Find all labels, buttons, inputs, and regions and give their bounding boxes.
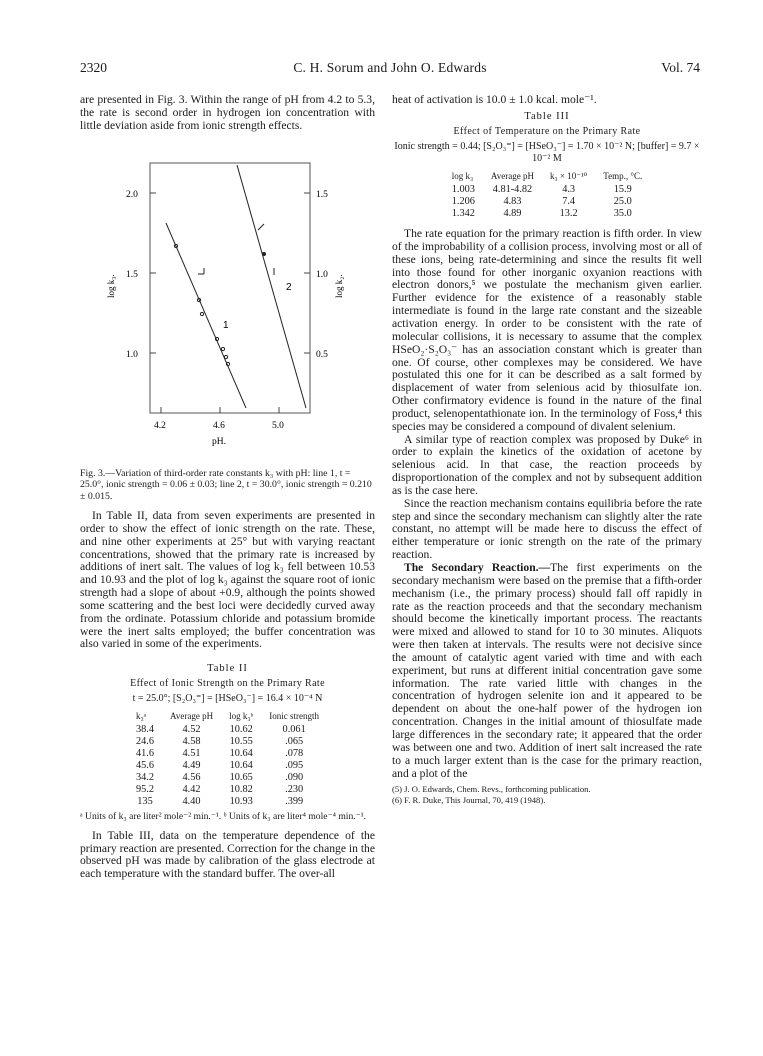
secondary-reaction-text: The first experiments on the secondary mechanism were based on the premise that a fifth-order mechanism (i.e., the primary process) should fall off rapidly in rate as the reaction proceeds and that the secondary mechanism should become the kinetically important process. The reactants were mixed and allowed to stand for 10 to 30 minutes. Aliquots were then taken at intervals. The results were not decisive since the amount of catalytic agent varied with time and with each experiment, but runs at different initial concentration gave some information. The rate varied little with changes in the concentration of hydrogen selenite ion and it appeared to be dependent on about the one-half power of the hydrogen ion concentration. Changes in the initial amount of thiosulfate made large differences in the secondary rate; it appeared that the order was between one and two. Addition of inert salt increased the rate to a much larger extent than is the case for the primary reaction, and a plot of the: [392, 561, 703, 780]
table-row: 41.6 4.51 10.64 .078: [135, 747, 304, 759]
table-header: k₃ × 10⁻¹⁰: [549, 171, 588, 182]
table-2-conditions: t = 25.0°; [S₂O₃⁼] = [HSeO₃⁻] = 16.4 × 10⁻⁴ N: [132, 693, 323, 704]
table-3-conditions: Ionic strength = 0.44; [S₂O₃⁼] = [HSeO₃⁻] = 1.70 × 10⁻² N; [buffer] = 9.7 × 10⁻² M: [394, 140, 700, 165]
reference-5: (5) J. O. Edwards, Chem. Revs., forthcoming publication.: [392, 784, 591, 795]
left-column: [80, 94, 375, 881]
right-tick-label: 1.5: [316, 189, 328, 200]
table-header: Ionic strength: [269, 710, 320, 721]
right-column: [392, 94, 702, 805]
table-header: log k₃: [451, 171, 474, 182]
references: [392, 784, 702, 805]
x-tick-label: 4.2: [154, 420, 166, 431]
data-point: [262, 252, 266, 256]
series-line-1: [166, 223, 246, 408]
header-authors: C. H. Sorum and John O. Edwards: [293, 60, 487, 75]
series-line-2: [237, 165, 306, 408]
right-tick-label: 0.5: [316, 349, 328, 360]
data-point: [200, 312, 203, 315]
table-row: 45.6 4.49 10.64 .095: [135, 759, 304, 771]
data-point: [226, 362, 229, 365]
table-row: 1.206 4.83 7.4 25.0: [451, 196, 632, 208]
table-header: k₃ᵃ: [135, 710, 147, 721]
right-paragraph-2: A similar type of reaction complex was proposed by Duke⁶ in order to explain the kinetics of the oxidation of acetone by selenious acid. In that case, the reaction proceeds by disproportionation of the complex and not by subsequent addition as is the case here.: [392, 432, 702, 497]
section-heading: The Secondary Reaction.—: [404, 561, 551, 574]
table-2-footnote: ᵃ Units of k₃ are liter² mole⁻² min.⁻¹. ᵇ Units of k₃ are liter⁴ mole⁻⁴ min.⁻¹.: [80, 810, 366, 822]
table-row: 34.2 4.56 10.65 .090: [135, 771, 304, 783]
data-point: [221, 347, 224, 350]
table-row: 135 4.40 10.93 .399: [137, 795, 304, 807]
x-tick-label: 4.6: [213, 420, 225, 431]
table-3-title: Table III: [524, 110, 570, 122]
left-tick-label: 2.0: [126, 189, 138, 200]
running-header: [80, 60, 700, 80]
table-header: Average pH: [490, 171, 534, 182]
right-intro-paragraph: heat of activation is 10.0 ± 1.0 kcal. mole⁻¹.: [392, 93, 597, 106]
table-2: [128, 709, 327, 808]
page-number: 2320: [80, 60, 107, 75]
right-paragraph-1: The rate equation for the primary reaction is fifth order. In view of the improbability of a collision process, involving most or all of these ions, being rate-determining and since the results fit well into those found for other inorganic oxyanion reactions with electron donors,⁵ we postulate the mechanism given earlier. Further evidence for the existence of a reasonably stable intermediate is found in the large rate constant and the sizeable activation energy. In order to be consistent with the rate of molecular collisions, it is necessary to assume that the complex HSeO₂·S₂O₃⁻ has an association constant which is greater than one. Of course, other complexes may be considered. We have postulated this one for it can be described as a salt formed by displacement of water from selenious acid by thiosulfate ion. Other confirmatory evidence is found in the nature of the final product, selenopentathionate ion. In the terminology of Foss,⁴ this species may be considered a compound of divalent selenium.: [392, 227, 702, 433]
reference-6: (6) F. R. Duke, This Journal, 70, 419 (1948).: [392, 794, 546, 805]
table-3: [444, 169, 650, 220]
left-paragraph-2: In Table II, data from seven experiments are presented in order to show the effect of ionic strength on the rate. These, and nine other experiments at 25° but with varying reactant concentrations, showed that the primary rate is increased by additions of inert salt. The values of log k₃ fell between 10.53 and 10.93 and the plot of log k₃ against the square root of ionic strength had a slope of about +0.9, although the points showed some scattering and the best loci were decidedly curved away from the ordinate. Potassium chloride and potassium bromide were the inert salts employed; the buffer concentration was also varied in some of the experiments.: [80, 509, 375, 651]
x-axis-label: pH.: [212, 436, 226, 447]
table-3-caption: Effect of Temperature on the Primary Rate: [453, 125, 641, 137]
table-row: 1.342 4.89 13.2 35.0: [451, 208, 632, 220]
table-row: 38.4 4.52 10.62 0.061: [135, 723, 306, 735]
table-2-caption: Effect of Ionic Strength on the Primary Rate: [130, 678, 325, 690]
y-axis-label-right: log k₂.: [334, 273, 344, 298]
table-row: 1.003 4.81-4.82 4.3 15.9: [451, 184, 632, 196]
data-point: [224, 355, 227, 358]
secondary-reaction-paragraph: [392, 562, 702, 780]
x-tick-label: 5.0: [272, 420, 284, 431]
figure-3-plot: [80, 138, 375, 468]
line-label-2: 2: [286, 281, 292, 293]
figure-3: [80, 138, 375, 468]
data-point: [258, 224, 264, 230]
table-header: log k₃ᵇ: [229, 710, 254, 721]
table-2-title: Table II: [207, 663, 248, 675]
data-point: [215, 337, 218, 340]
y-axis-label-left: log k₃.: [106, 273, 116, 298]
table-row: 95.2 4.42 10.82 .230: [135, 783, 304, 795]
table-row: 24.6 4.58 10.55 .065: [135, 735, 304, 747]
figure-caption: Fig. 3.—Variation of third-order rate constants k₃ with pH: line 1, t = 25.0°, ionic strength = 0.06 ± 0.03; line 2, t = 30.0°, ionic strength = 0.210 ± 0.015.: [80, 467, 372, 502]
line-label-1: 1: [223, 319, 229, 331]
left-intro-paragraph: are presented in Fig. 3. Within the range of pH from 4.2 to 5.3, the rate is second order in hydrogen ion concentration with little deviation aside from ionic strength effects.: [80, 93, 375, 132]
left-paragraph-3: In Table III, data on the temperature dependence of the primary reaction are presented. Correction for the change in the observed pH was made by calibration of the glass electrode at each temperature with the standard buffer. The over-all: [80, 828, 375, 881]
table-header: Average pH: [170, 710, 214, 721]
left-tick-label: 1.0: [126, 349, 138, 360]
right-tick-label: 1.0: [316, 269, 328, 280]
table-header: Temp., °C.: [603, 171, 643, 182]
header-volume: Vol. 74: [661, 60, 700, 75]
left-tick-label: 1.5: [126, 269, 138, 280]
right-paragraph-3: Since the reaction mechanism contains equilibria before the rate step and since the secondary mechanism can slightly alter the rate constant, no attempt will be made here to discuss the effect of either temperature or ionic strength on the rate of the primary reaction.: [392, 496, 702, 562]
